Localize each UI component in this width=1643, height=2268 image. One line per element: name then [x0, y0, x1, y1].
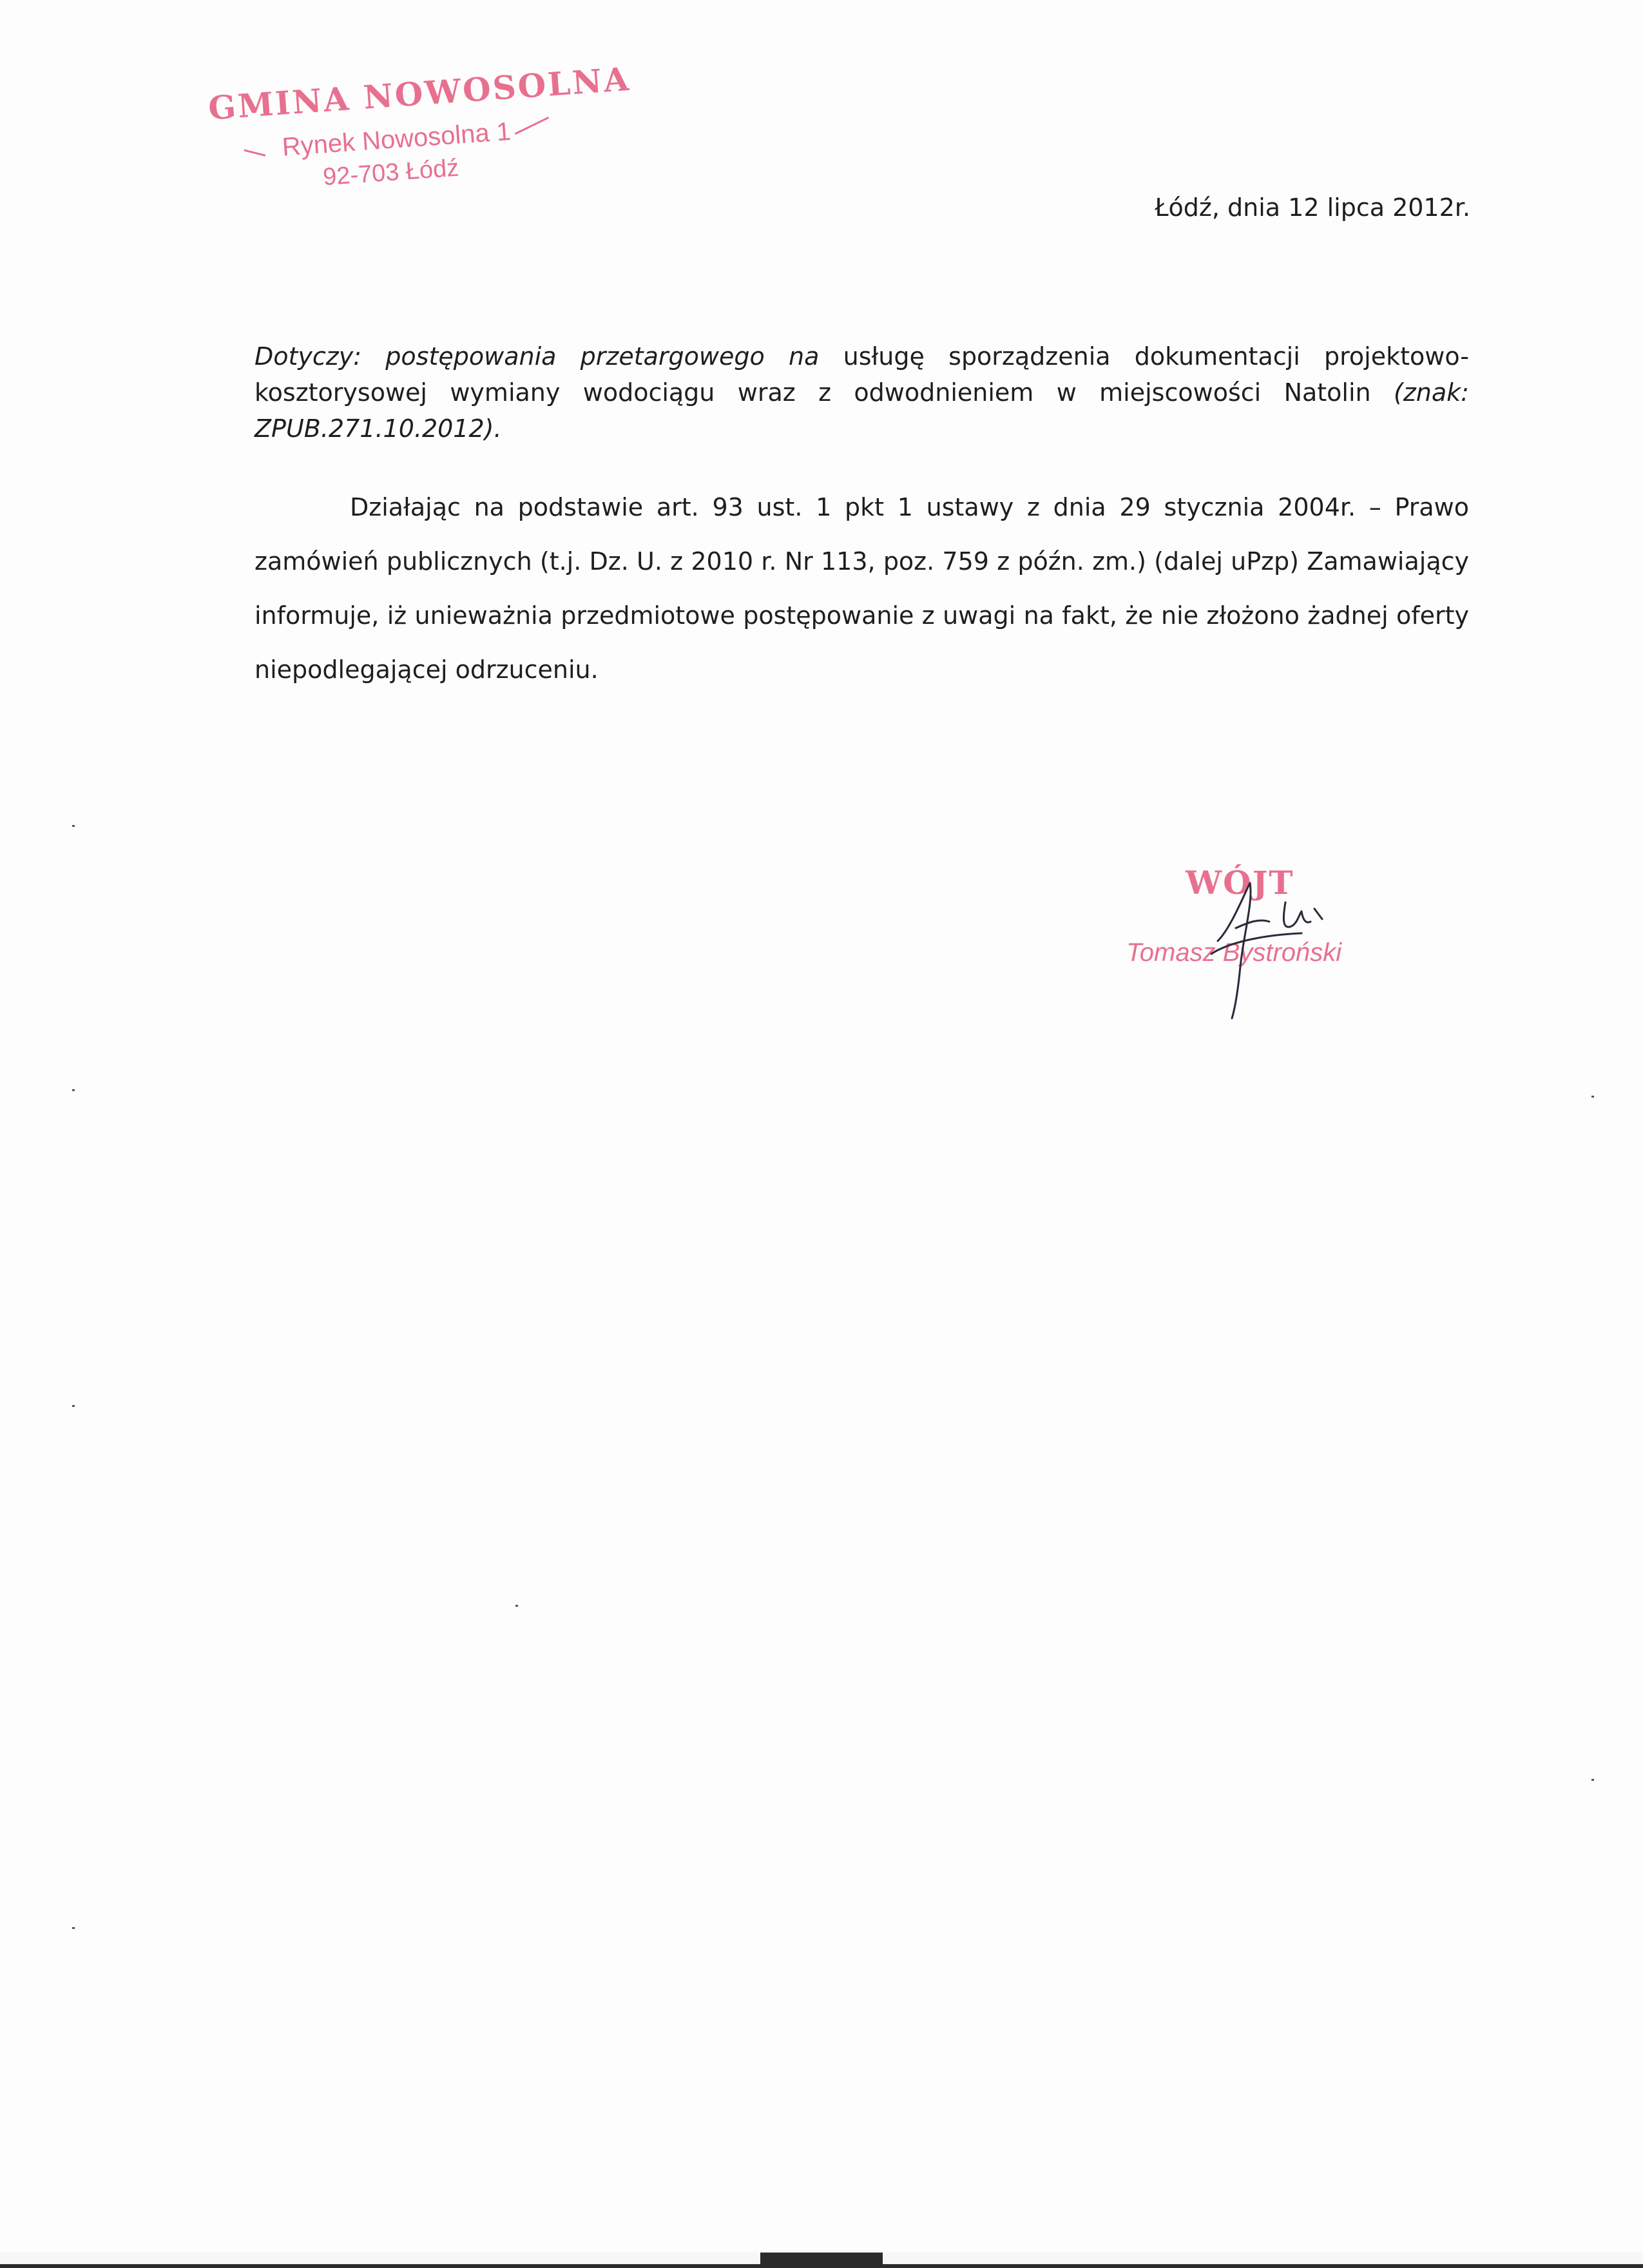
scan-speck: [1591, 1779, 1594, 1781]
subject-paragraph: [255, 338, 1469, 447]
subject-reference: (znak: ZPUB.271.10.2012).: [255, 378, 1469, 443]
signature-name: Tomasz Bystroński: [1126, 938, 1342, 967]
body-paragraph: Działając na podstawie art. 93 ust. 1 pkt 1 ustawy z dnia 29 stycznia 2004r. – Prawo zamówień publicznych (t.j. Dz. U. z 2010 r. Nr 113, poz. 759 z późn. zm.) (dalej uPzp) Zamawiający informuje, iż unieważnia przedmiotowe postępowanie z uwagi na fakt, że nie złożono żadnej oferty niepodlegającej odrzuceniu.: [255, 493, 1469, 684]
scan-speck: [1591, 1096, 1594, 1098]
stamp-address: Rynek Nowosolna 1: [281, 117, 512, 162]
handwritten-signature-icon: [1121, 857, 1379, 1025]
scan-edge-paper-left: [0, 2253, 760, 2264]
scan-speck: [72, 1405, 75, 1407]
signature-stamp: [1121, 857, 1379, 1025]
signature-title: WÓJT: [1186, 864, 1294, 902]
stamp-tick-left: [244, 150, 266, 157]
subject-text: usługę sporządzenia dokumentacji projektowo-kosztorysowej wymiany wodociągu wraz z odwodnieniem w miejscowości Natolin: [255, 342, 1469, 407]
scan-speck: [72, 825, 75, 827]
scan-speck: [72, 1927, 75, 1929]
stamp-postal: 92-703 Łódź: [322, 154, 460, 191]
subject-italic-part: postępowania przetargowego na: [385, 342, 820, 371]
scan-speck: [72, 1089, 75, 1091]
document-date: Łódź, dnia 12 lipca 2012r.: [1155, 193, 1470, 222]
stamp-title: GMINA NOWOSOLNA: [207, 59, 632, 128]
stamp-tick-right: [515, 117, 549, 135]
municipality-stamp: [193, 48, 632, 231]
subject-label: Dotyczy:: [255, 342, 362, 371]
scan-speck: [515, 1605, 518, 1607]
scan-edge-paper-right: [883, 2253, 1643, 2264]
